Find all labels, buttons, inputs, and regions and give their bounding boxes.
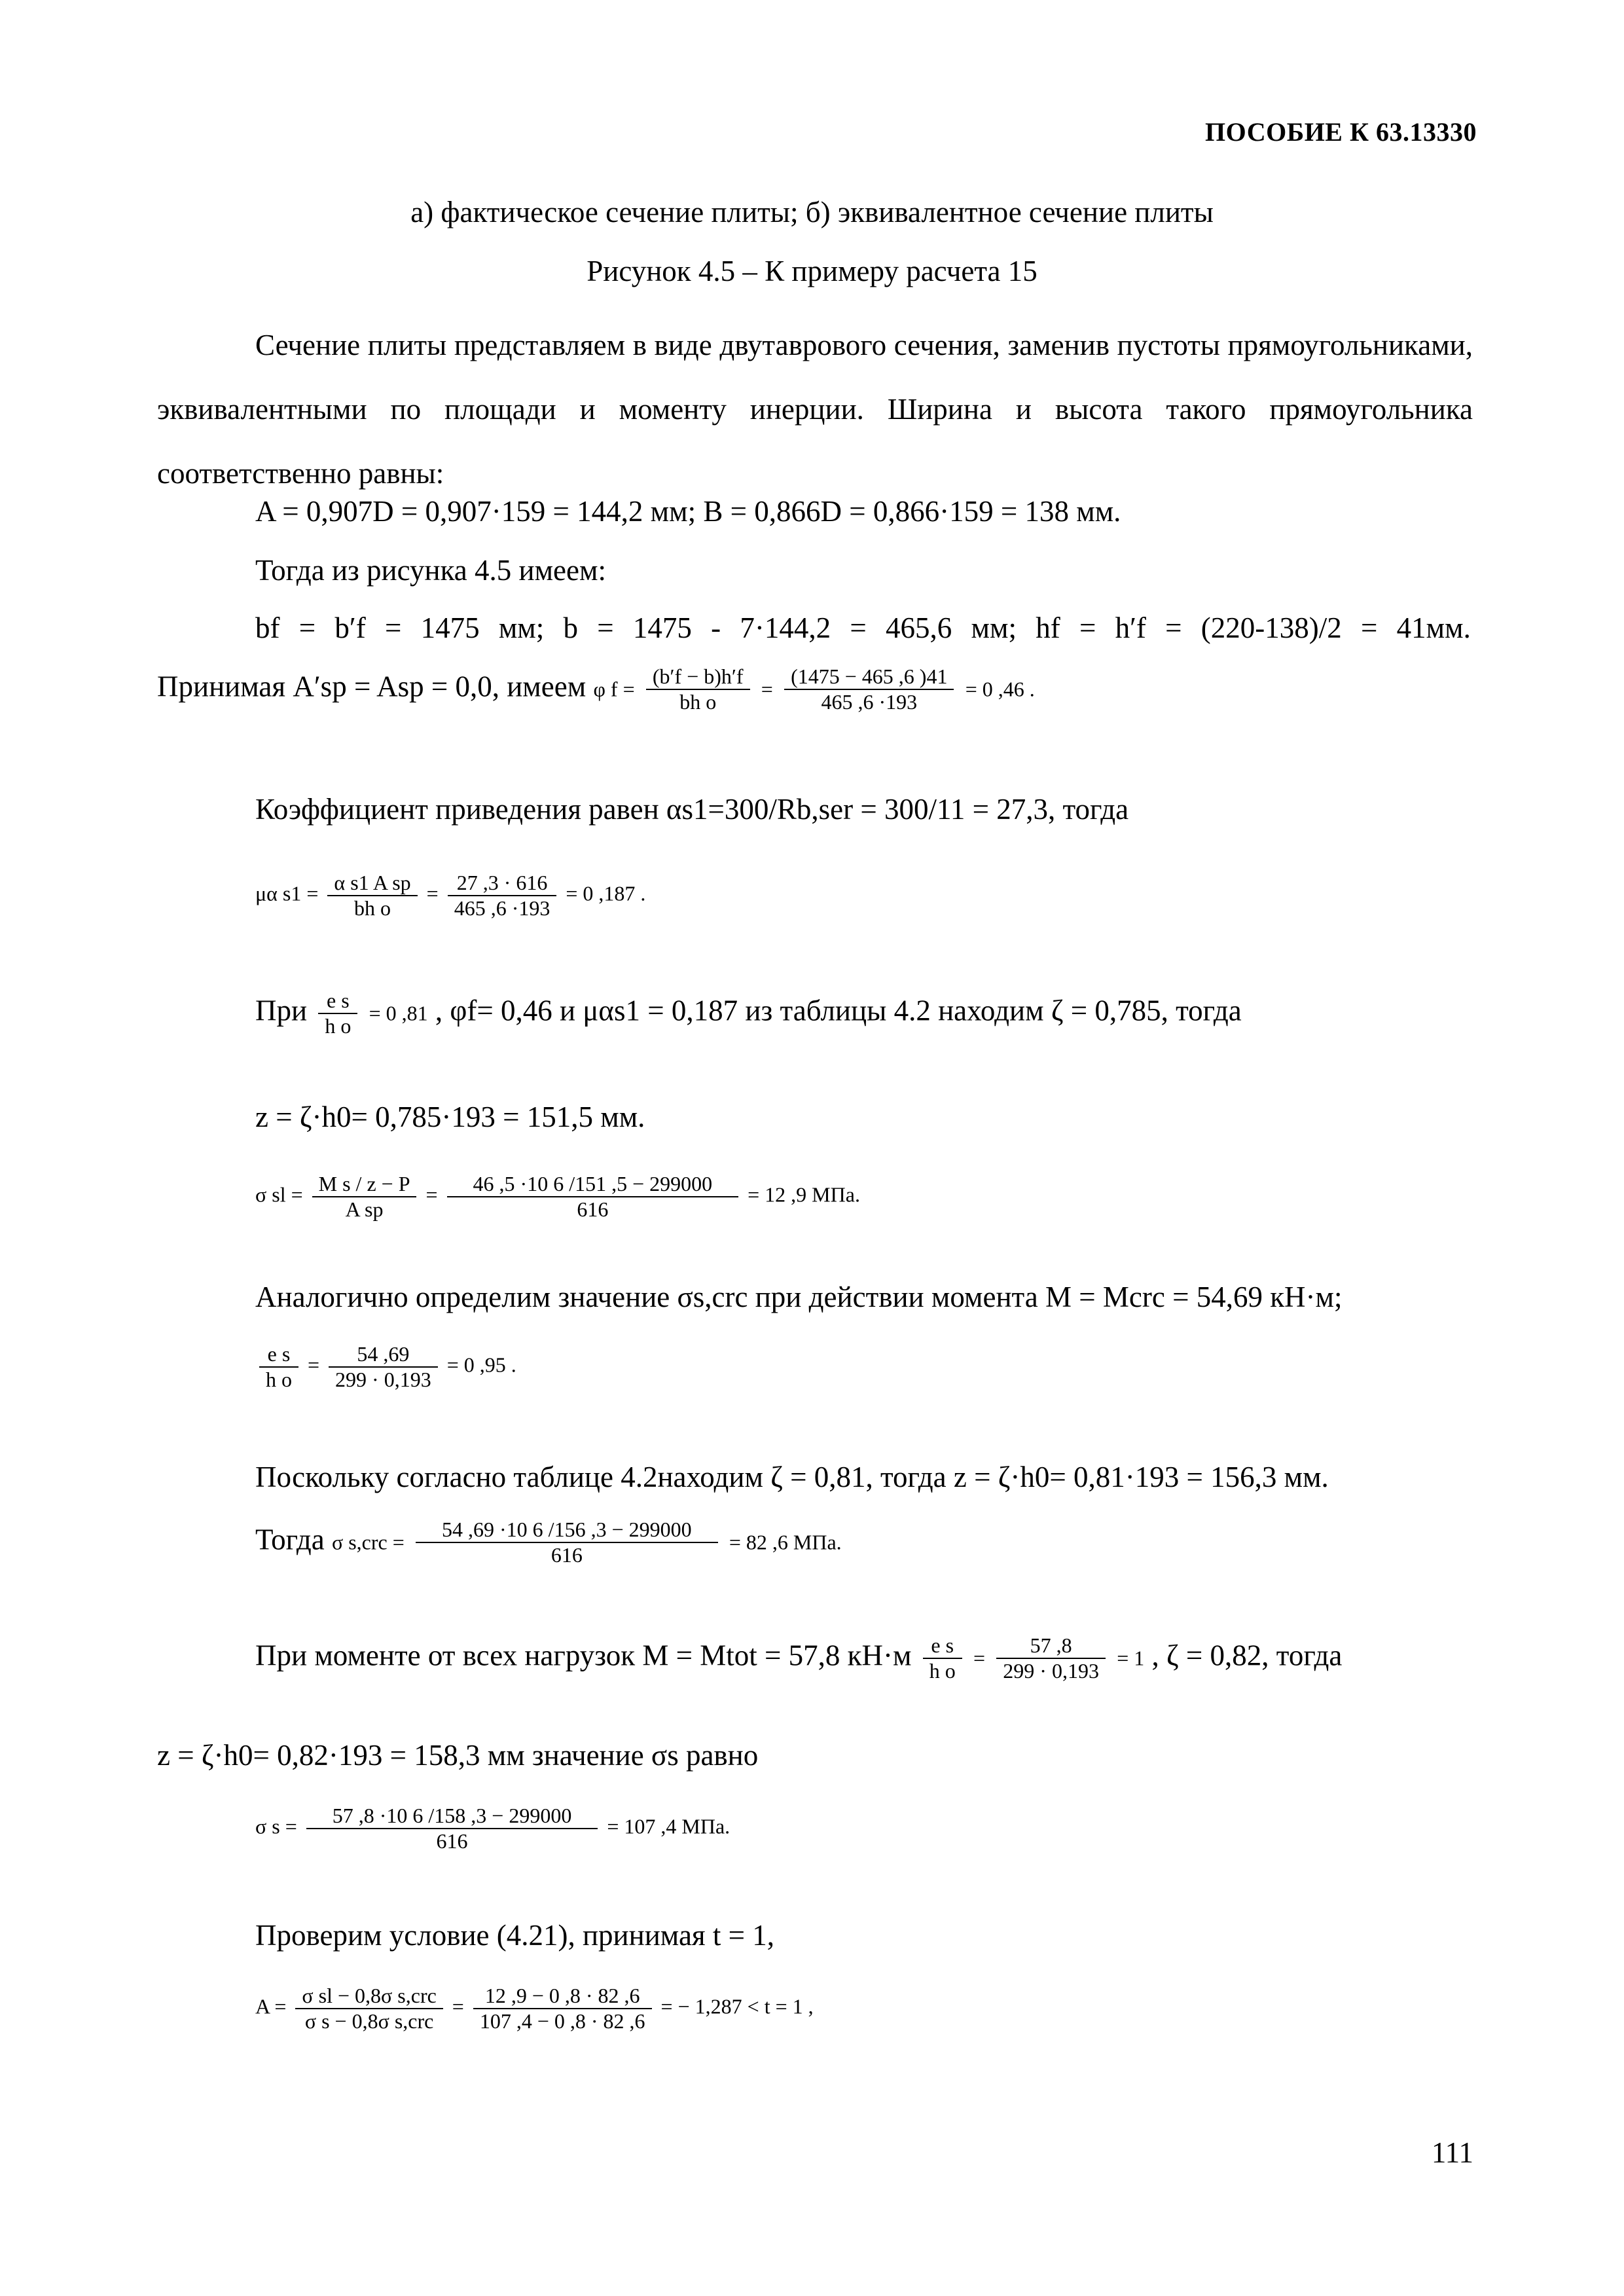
sigma-sl-num-symbolic: M s / z − P [312, 1172, 417, 1197]
moment-den-symbolic: h o [929, 1659, 956, 1683]
pri-fraction [318, 989, 357, 1038]
phi-result: = 0 ,46 . [965, 677, 1035, 701]
sigma-s-lhs: σ s = [255, 1814, 297, 1838]
sigma-sl-fraction-numeric [447, 1172, 739, 1222]
moment-line: При моменте от всех нагрузок M = Mtot = 57,8 кН·м $\frac{\text{e s}}{\text{h o}}$ = $\frac{57 ,8}{299 \cdot 0,193}$ = 1 , ζ = 0,82, тогда [255, 1633, 1343, 1683]
phi-f-equation: Принимая A′sp = Asp = 0,0, имеем φ f = $\frac{(b'f - b)h'f}{\text{bh o}}$ = $\frac{(1475 - 465 ,6 )41}{465 ,6 \cdot 193}$ = 0 ,46 . [157, 665, 1035, 714]
moment-fraction-symbolic [923, 1633, 962, 1683]
check-line: Проверим условие (4.21), принимая t = 1, [255, 1919, 775, 1952]
sigma-s-den: 616 [436, 1829, 468, 1853]
z2-line: z = ζ·h0= 0,82·193 = 158,3 мм значение σs равно [157, 1739, 759, 1772]
sigma-sl-den-symbolic: A sp [345, 1197, 384, 1221]
mu-num-symbolic: α s1 A sp [327, 871, 417, 896]
mu-fraction-numeric [448, 871, 557, 920]
mu-lhs: μα s1 = [255, 881, 319, 905]
paragraph-section-description: Сечение плиты представляем в виде двутаврового сечения, заменив пустоты прямоугольниками, эквивалентными по площади и моменту инерции. Ширина и высота такого прямоугольника соответственно равны: [157, 329, 1473, 490]
moment-den-numeric: 299 · 0,193 [1003, 1659, 1099, 1683]
pri-den: h o [325, 1014, 352, 1038]
sigma-s-fraction [306, 1804, 598, 1853]
mu-den-symbolic: bh o [354, 896, 391, 920]
mu-den-numeric: 465 ,6 ·193 [454, 896, 550, 920]
es-ho-fraction-numeric [329, 1342, 438, 1392]
es-ho-result: = 0 ,95 . [446, 1353, 516, 1377]
moment-result: = 1 [1117, 1646, 1145, 1670]
sigma-s-result: = 107 ,4 МПа. [607, 1814, 731, 1838]
pri-value: = 0 ,81 [369, 1001, 428, 1025]
page-number: 111 [1431, 2136, 1473, 2169]
moment-fraction-numeric [996, 1633, 1106, 1683]
es-ho-num-numeric: 54 ,69 [329, 1342, 438, 1368]
sigma-crc-result: = 82 ,6 МПа. [729, 1530, 842, 1554]
sigma-sl-num-numeric: 46 ,5 ·10 6 /151 ,5 − 299000 [447, 1172, 739, 1197]
phi-num-symbolic: (b′f − b)h′f [646, 665, 750, 690]
phi-den-numeric: 465 ,6 ·193 [821, 690, 918, 714]
a-lhs: A = [255, 1994, 287, 2018]
a-fraction-symbolic [295, 1984, 442, 2033]
moment-text: При моменте от всех нагрузок M = Mtot = 57,8 кН·м [255, 1639, 912, 1672]
pri-num: e s [318, 989, 357, 1014]
a-den-numeric: 107 ,4 − 0 ,8 · 82 ,6 [479, 2009, 645, 2033]
text-from-figure: Тогда из рисунка 4.5 имеем: [255, 554, 606, 587]
pri-line [255, 989, 1242, 1038]
figure-title: Рисунок 4.5 – К примеру расчета 15 [586, 255, 1038, 287]
a-condition-equation: A = $\frac{\text{σ sl − 0,8σ s,crc}}{\text{σ s − 0,8σ s,crc}}$ = $\frac{12 ,9 - 0 ,8 \cdot 82 ,6}{107 ,4 - 0 ,8 \cdot 82 ,6}$ = − 1,287 < t = 1 , [255, 1984, 814, 2033]
equation-bf-hf: bf = b′f = 1475 мм; b = 1475 - 7·144,2 = 465,6 мм; hf = h′f = (220-138)/2 = 41мм. [255, 611, 1471, 644]
a-num-symbolic: σ sl − 0,8σ s,crc [295, 1984, 442, 2009]
phi-num-numeric: (1475 − 465 ,6 )41 [784, 665, 954, 690]
sigma-sl-den-numeric: 616 [577, 1197, 609, 1221]
moment-num-symbolic: e s [923, 1633, 962, 1659]
mu-alpha-equation: μα s1 = $\frac{\text{α s1 A sp}}{\text{bh o}}$ = $\frac{27 ,3 \cdot 616}{465 ,6 \cdot 193}$ = 0 ,187 . [255, 871, 646, 920]
phi-intro: Принимая A′sp = Asp = 0,0, имеем [157, 670, 586, 703]
sigma-sl-equation: σ sl = $\frac{\text{M s / z − P}}{\text{A sp}}$ = $\frac{46 ,5 \cdot 10 6 /151 ,5 - 299000}{616}$ = 12 ,9 МПа. [255, 1172, 860, 1221]
sigma-crc-fraction [416, 1518, 718, 1567]
mu-result: = 0 ,187 . [566, 881, 646, 905]
sigma-crc-num: 54 ,69 ·10 6 /156 ,3 − 299000 [416, 1518, 718, 1543]
pri-word: При [255, 994, 308, 1027]
phi-fraction-symbolic [646, 665, 750, 714]
a-den-symbolic: σ s − 0,8σ s,crc [304, 2009, 434, 2033]
moment-num-numeric: 57 ,8 [996, 1633, 1106, 1659]
pri-rest: , φf= 0,46 и μαs1 = 0,187 из таблицы 4.2 находим ζ = 0,785, тогда [435, 994, 1242, 1027]
sigma-sl-lhs: σ sl = [255, 1182, 303, 1207]
sigma-crc-lhs: σ s,crc = [331, 1530, 405, 1554]
es-ho-den-numeric: 299 · 0,193 [335, 1368, 431, 1391]
sigma-s-equation [255, 1804, 730, 1853]
mu-num-numeric: 27 ,3 · 616 [448, 871, 557, 896]
sigma-sl-fraction-symbolic [312, 1172, 417, 1222]
phi-den-symbolic: bh o [679, 690, 717, 714]
phi-lhs: φ f = [593, 677, 635, 701]
a-result: = − 1,287 < t = 1 , [660, 1994, 814, 2018]
sigma-crc-equation [255, 1518, 842, 1567]
sigma-s-num: 57 ,8 ·10 6 /158 ,3 − 299000 [306, 1804, 598, 1829]
es-ho-fraction-symbolic [259, 1342, 298, 1392]
equation-a-b: A = 0,907D = 0,907·159 = 144,2 мм; B = 0,866D = 0,866·159 = 138 мм. [255, 495, 1121, 528]
moment-tail: , ζ = 0,82, тогда [1151, 1639, 1343, 1672]
coefficient-line: Коэффициент приведения равен αs1=300/Rb,ser = 300/11 = 27,3, тогда [255, 793, 1129, 826]
a-num-numeric: 12 ,9 − 0 ,8 · 82 ,6 [473, 1984, 652, 2009]
a-fraction-numeric [473, 1984, 652, 2033]
mu-fraction-symbolic [327, 871, 417, 920]
z-equation: z = ζ·h0= 0,785·193 = 151,5 мм. [255, 1101, 645, 1133]
analog-line: Аналогично определим значение σs,crc при действии момента M = Mcrc = 54,69 кН·м; [255, 1281, 1343, 1313]
sigma-crc-word: Тогда [255, 1523, 325, 1556]
document-header: ПОСОБИЕ К 63.13330 [1205, 117, 1477, 147]
es-ho-equation: $\frac{\text{e s}}{\text{h o}}$ = $\frac{54 ,69}{299 \cdot 0,193}$ = 0 ,95 . [255, 1342, 516, 1392]
sigma-sl-result: = 12 ,9 МПа. [748, 1182, 860, 1207]
phi-fraction-numeric [784, 665, 954, 714]
figure-subcaption: а) фактическое сечение плиты; б) эквивалентное сечение плиты [410, 196, 1214, 228]
es-ho-den-symbolic: h o [266, 1368, 292, 1391]
es-ho-num-symbolic: e s [259, 1342, 298, 1368]
sigma-crc-den: 616 [550, 1543, 583, 1567]
since-line: Поскольку согласно таблице 4.2находим ζ = 0,81, тогда z = ζ·h0= 0,81·193 = 156,3 мм. [255, 1461, 1329, 1493]
